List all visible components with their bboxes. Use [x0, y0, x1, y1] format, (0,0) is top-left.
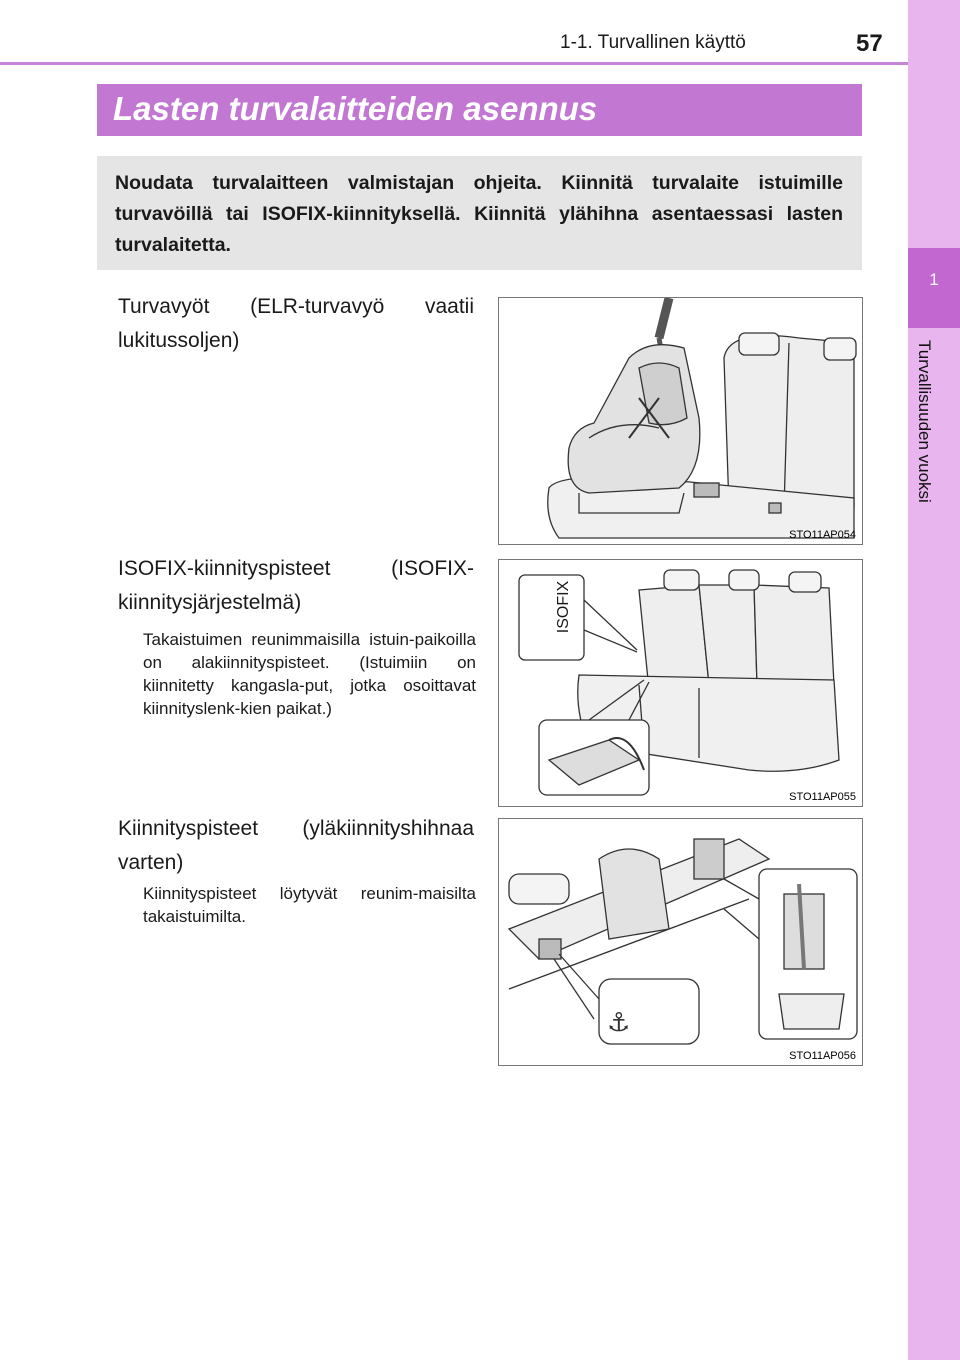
figure-top-tether	[498, 818, 863, 1066]
section-body-top-tether: Kiinnityspisteet löytyvät reunim-maisilta takaistuimilta.	[143, 884, 476, 926]
section-heading-isofix: ISOFIX-kiinnityspisteet (ISOFIX-kiinnitysjärjestelmä)	[118, 557, 474, 614]
section-heading-top-tether: Kiinnityspisteet (yläkiinnityshihnaa varten)	[118, 817, 474, 874]
isofix-label: ISOFIX	[555, 580, 572, 634]
figure-code: STO11AP056	[789, 1050, 856, 1062]
figure-code: STO11AP054	[789, 529, 856, 541]
intro-box	[97, 156, 862, 270]
anchor-icon: ⚓	[607, 1008, 631, 1038]
car-seat-illustration	[499, 298, 862, 544]
top-tether-anchor-illustration	[499, 819, 862, 1065]
intro-text: Noudata turvalaitteen valmistajan ohjeita. Kiinnitä turvalaite istuimille turvavöillä tai ISOFIX-kiinnityksellä. Kiinnitä ylähihna asentaessasi lasten turvalaitetta.	[115, 172, 843, 256]
section-body-isofix: Takaistuimen reunimmaisilla istuin-paikoilla on alakiinnityspisteet. (Istuimiin on kiinnitetty kangasla-put, jotka osoittavat kiinnityslenk-kien paikat.)	[143, 630, 476, 718]
section-heading-seatbelts: Turvavyöt (ELR-turvavyö vaatii lukitussoljen)	[118, 295, 474, 352]
title-bar	[97, 84, 862, 136]
chapter-tab[interactable]	[908, 248, 960, 328]
page-title: Lasten turvalaitteiden asennus	[113, 90, 598, 127]
figure-code: STO11AP055	[789, 791, 856, 803]
figure-isofix	[498, 559, 863, 807]
page-number: 57	[856, 30, 883, 57]
header-divider	[0, 62, 908, 65]
chapter-label: Turvallisuuden vuoksi	[915, 340, 934, 503]
section-title: 1-1. Turvallinen käyttö	[560, 32, 746, 53]
isofix-rear-seat-illustration	[499, 560, 862, 806]
chapter-number: 1	[929, 270, 939, 289]
figure-child-seat-belt	[498, 297, 863, 545]
chapter-sidebar	[908, 0, 960, 1360]
